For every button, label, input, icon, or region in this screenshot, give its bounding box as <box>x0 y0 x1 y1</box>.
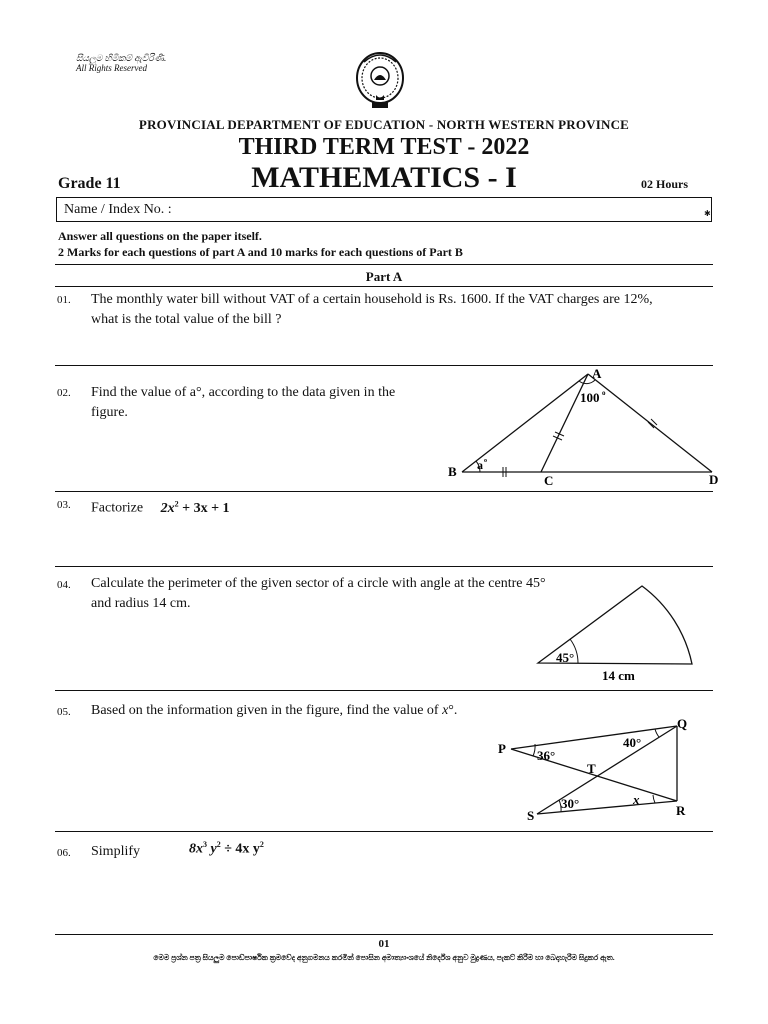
question-4-line-2: and radius 14 cm. <box>91 596 191 611</box>
question-number: 06. <box>57 847 71 859</box>
question-number: 05. <box>57 706 71 718</box>
divider <box>55 566 713 567</box>
label-radius: 14 cm <box>602 668 635 683</box>
label-angle-30: 30° <box>561 796 580 811</box>
instruction-line-2: 2 Marks for each questions of part A and 10 marks for each questions of Part B <box>58 245 463 259</box>
question-4-sector-figure <box>530 582 730 686</box>
question-6-label: Simplify <box>91 844 141 859</box>
label-s-vertex: S <box>527 808 535 823</box>
divider <box>55 286 713 287</box>
question-number: 01. <box>57 294 71 306</box>
question-number: 03. <box>57 499 71 511</box>
subject-title: MATHEMATICS - I <box>251 161 517 194</box>
label-q-vertex: Q <box>677 716 688 731</box>
footer-notice: මෙම ප්‍රශ්න පත්‍ර සියලුම පොඩ්පාර්ෂික ක්‍රමවේද අනුගමනය කරමින් පොසින අමාත්‍යාංශයේ නිර්දේශ අනුව මුද්‍රණය, පැකට් කිරීම හා බෙදාහැරීම සිදුකර ඇත. <box>153 953 615 962</box>
part-a-heading: Part A <box>365 269 403 284</box>
divider <box>55 264 713 265</box>
instruction-line-1: Answer all questions on the paper itself. <box>58 229 262 243</box>
question-2-text <box>91 383 451 423</box>
divider <box>55 831 713 832</box>
copyright-sinhala: සියලුම හිමිකම් ඇවිරිණි. <box>76 53 167 63</box>
label-angle-100: 100 <box>580 390 600 405</box>
divider <box>55 491 713 492</box>
question-1-line-1: The monthly water bill without VAT of a certain household is Rs. 1600. If the VAT charges are 12%, <box>91 292 653 307</box>
grade-label: Grade 11 <box>58 175 121 192</box>
label-a-vertex: A <box>592 366 602 381</box>
question-4-line-1: Calculate the perimeter of the given sector of a circle with angle at the centre 45° <box>91 576 546 591</box>
label-r-vertex: R <box>676 803 686 818</box>
label-degree: o <box>484 458 487 464</box>
label-angle-36: 36° <box>537 748 556 763</box>
label-d-vertex: D <box>709 472 719 487</box>
divider <box>55 690 713 691</box>
copyright-english: All Rights Reserved <box>76 63 147 73</box>
question-5-text: Based on the information given in the figure, find the value of x°. <box>91 703 458 718</box>
label-angle-a: a <box>477 458 483 472</box>
sri-lanka-emblem-icon <box>354 50 406 112</box>
question-3-expression: $2x^2 + 3x + 1$ <box>160 499 230 516</box>
label-b-vertex: B <box>448 464 457 479</box>
label-c-vertex: C <box>544 473 554 488</box>
name-index-label: Name / Index No. : <box>64 202 172 217</box>
question-1-text <box>91 290 721 330</box>
test-title: THIRD TERM TEST - 2022 <box>238 134 530 160</box>
question-3-text <box>91 494 230 519</box>
label-angle-x: x <box>633 792 640 807</box>
question-number: 04. <box>57 579 71 591</box>
label-degree: o <box>602 389 606 397</box>
question-3-label: Factorize <box>91 500 144 516</box>
marker-icon: ✱ <box>704 209 711 218</box>
copyright-notice <box>76 53 166 73</box>
duration-label: 02 Hours <box>641 177 689 191</box>
label-t-vertex: T <box>587 761 596 776</box>
question-2-line-1: Find the value of a°, according to the data given in the <box>91 385 396 400</box>
label-p-vertex: P <box>498 741 506 756</box>
question-1-line-2: what is the total value of the bill ? <box>91 312 282 327</box>
question-6-expression: $8x^3$ $y^2 \div 4x$ $y^2$ <box>189 840 264 857</box>
question-2-triangle-figure <box>440 364 730 492</box>
question-5-triangles-figure <box>495 713 695 825</box>
question-2-line-2: figure. <box>91 405 128 420</box>
department-heading: PROVINCIAL DEPARTMENT OF EDUCATION - NORTH WESTERN PROVINCE <box>138 117 630 132</box>
page-number: 01 <box>378 938 390 950</box>
label-angle-40: 40° <box>623 735 642 750</box>
divider <box>55 934 713 935</box>
label-angle-45: 45° <box>556 650 575 665</box>
question-number: 02. <box>57 387 71 399</box>
